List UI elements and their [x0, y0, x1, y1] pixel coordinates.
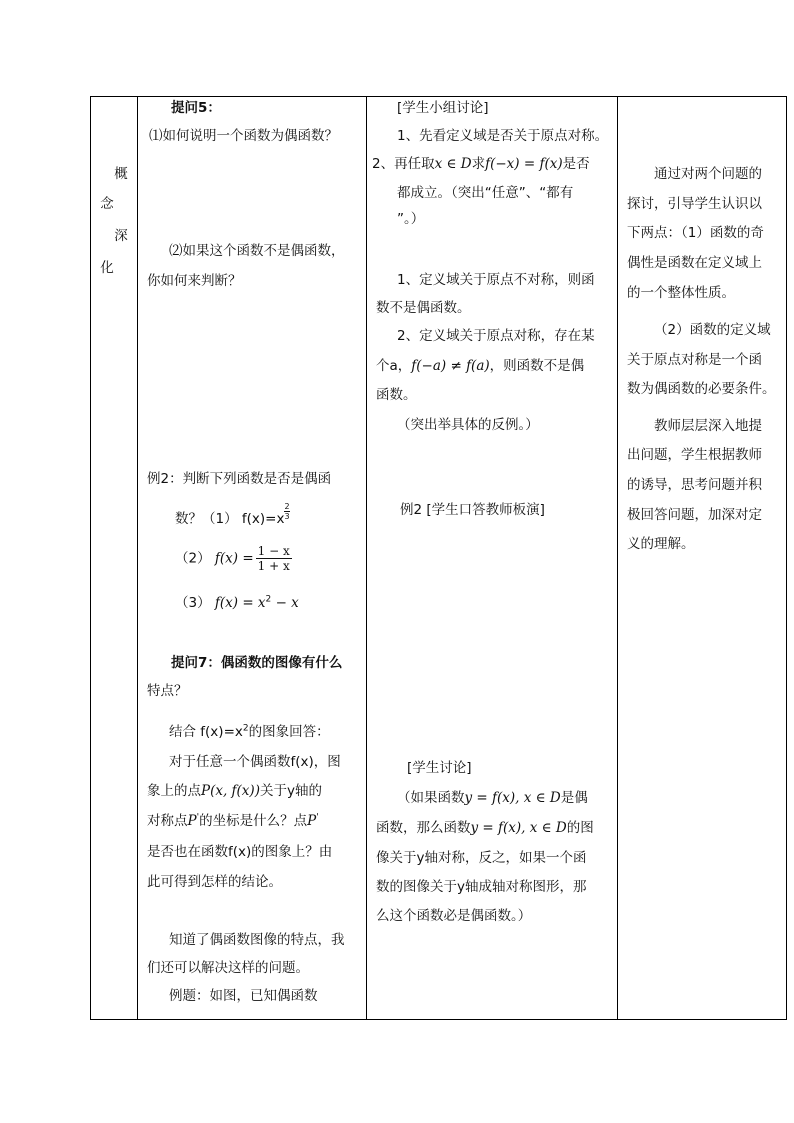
student-activity-cell	[367, 97, 617, 1019]
paragraph-line: 对于任意一个偶函数f(x)，图	[169, 754, 341, 770]
paragraph-line: 结合 $f(x)=x^2$的图象回答：	[169, 723, 330, 740]
paragraph-line: 们还可以解决这样的问题。	[147, 960, 309, 976]
section-label-cell	[91, 97, 137, 1019]
example-2-heading: 例2：判断下列函数是否是偶函	[147, 471, 332, 487]
question-5-title: 提问5：	[171, 100, 221, 116]
student-line: 1、定义域关于原点不对称，则函	[397, 272, 595, 288]
exponent-fraction: $\frac{2}{3}$	[284, 502, 290, 521]
discussion-line: （如果函数y = f(x), x ∈ D是偶	[397, 790, 588, 806]
student-line: 个a，f(−a) ≠ f(a)，则函数不是偶	[376, 358, 585, 374]
discussion-line: 么这个函数必是偶函数。）	[376, 908, 532, 924]
discussion-heading: [学生讨论]	[407, 760, 472, 776]
intent-line: 通过对两个问题的	[654, 166, 762, 182]
question-7-title: 提问7：偶函数的图像有什么	[171, 655, 343, 671]
question-7-cont: 特点？	[147, 683, 188, 699]
discussion-line: 函数，那么函数y = f(x), x ∈ D的图	[376, 820, 594, 836]
paragraph-line: 象上的点P(x, f(x))关于y轴的	[147, 783, 322, 799]
student-line: 数不是偶函数。	[376, 300, 471, 316]
example-2-item-2: （2） f(x) = $\frac{1 - x}{1 + x}$	[175, 544, 290, 573]
student-line: 1、先看定义域是否关于原点对称。	[397, 128, 609, 144]
intent-line: 极回答问题，加深对定	[627, 507, 762, 523]
student-line: 2、定义域关于原点对称，存在某	[397, 328, 595, 344]
intent-line: 出问题，学生根据教师	[627, 447, 762, 463]
teacher-activity-cell	[138, 97, 366, 1019]
paragraph-line: 例题：如图，已知偶函数	[169, 988, 318, 1004]
section-label-char: 念	[100, 196, 114, 212]
section-label-char: 概	[114, 166, 128, 182]
lesson-plan-table	[90, 96, 787, 1020]
student-line: ”。）	[397, 211, 425, 227]
paragraph-line: 对称点P'的坐标是什么？点P'	[147, 812, 319, 829]
paragraph-line: 知道了偶函数图像的特点，我	[169, 932, 345, 948]
paragraph-line: 是否也在函数f(x)的图象上？由	[147, 844, 333, 860]
intent-line: （2）函数的定义域	[654, 322, 771, 338]
section-label-char: 深	[114, 228, 128, 244]
student-line: 2、再任取x ∈ D求f(−x) = f(x)是否	[372, 156, 590, 172]
intent-line: 探讨，引导学生认识以	[627, 196, 762, 212]
group-discussion-heading: [学生小组讨论]	[397, 100, 489, 116]
intent-line: 义的理解。	[627, 536, 695, 552]
student-line: 都成立。（突出“任意”、“都有	[397, 185, 574, 201]
question-5-part-1: ⑴如何说明一个函数为偶函数？	[149, 128, 338, 144]
discussion-line: 数的图像关于y轴成轴对称图形，那	[376, 879, 587, 895]
question-5-part-2-cont: 你如何来判断？	[147, 273, 242, 289]
example-2-answer: 例2 [学生口答教师板演]	[400, 502, 545, 518]
intent-line: 关于原点对称是一个函	[627, 352, 762, 368]
student-line: 函数。	[376, 387, 417, 403]
intent-line: 教师层层深入地提	[654, 418, 762, 434]
example-2-item-1: 数？（1） f(x)=x $\frac{2}{3}$	[175, 502, 290, 527]
paragraph-line: 此可得到怎样的结论。	[147, 874, 282, 890]
intent-line: 数为偶函数的必要条件。	[627, 381, 776, 397]
question-5-part-2: ⑵如果这个函数不是偶函数，	[169, 243, 345, 259]
discussion-line: 像关于y轴对称，反之，如果一个函	[376, 850, 587, 866]
fraction: $\frac{1 - x}{1 + x}$	[257, 544, 290, 573]
design-intent-cell	[618, 97, 788, 1019]
intent-line: 的一个整体性质。	[627, 285, 735, 301]
intent-line: 偶性是函数在定义域上	[627, 255, 762, 271]
section-label-char: 化	[100, 260, 114, 276]
example-2-item-3: （3） $f(x) = x^2 - x$	[175, 594, 299, 611]
intent-line: 下两点：（1）函数的奇	[627, 225, 764, 241]
intent-line: 的诱导，思考问题并积	[627, 477, 762, 493]
student-line: （突出举具体的反例。）	[397, 417, 539, 433]
